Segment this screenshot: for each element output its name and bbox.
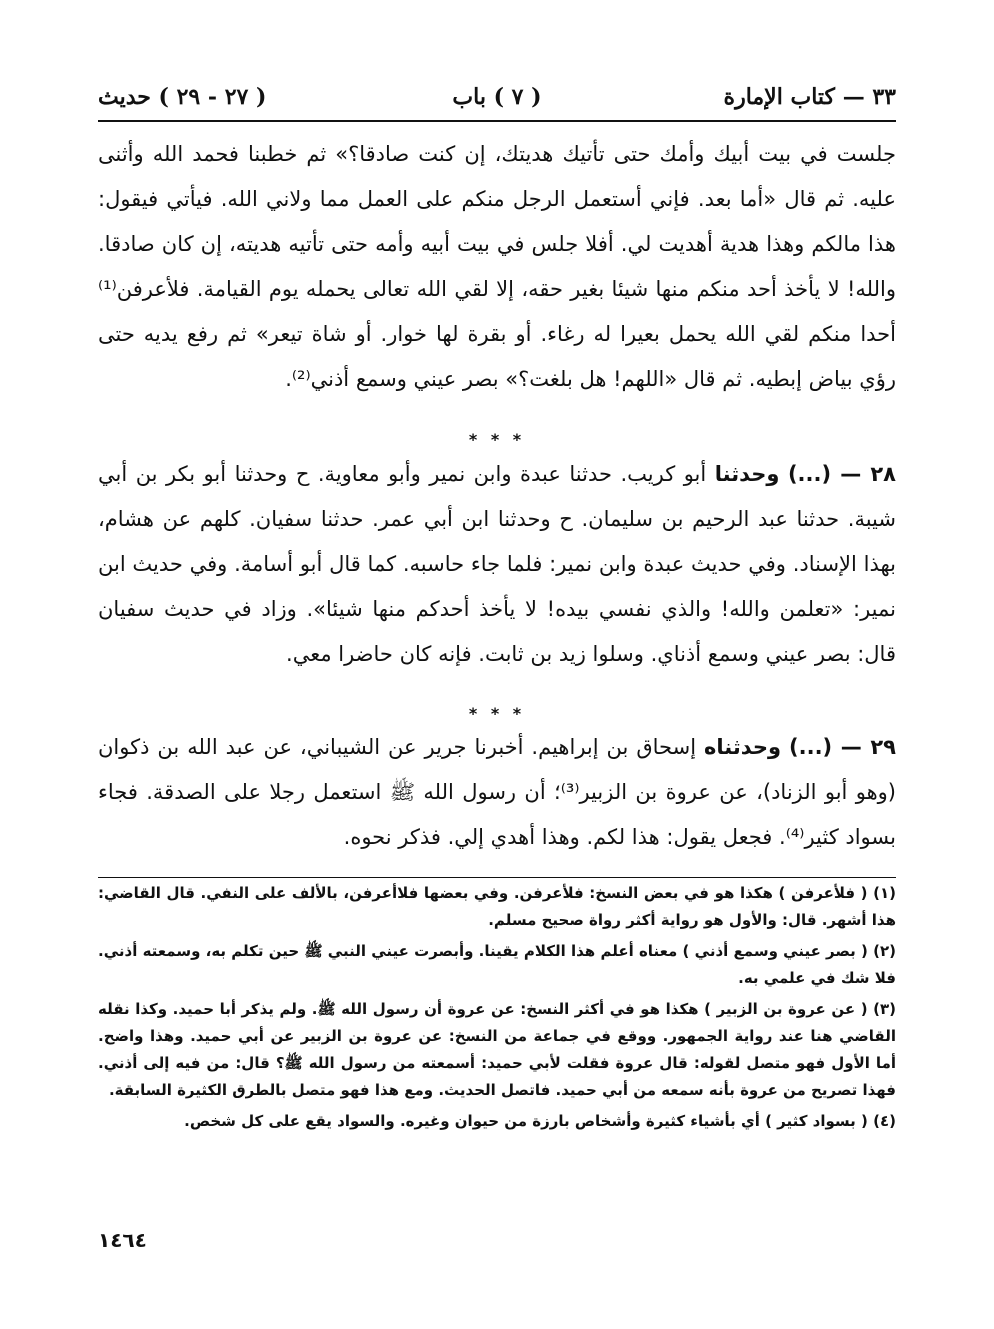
header-chapter: ( ٧ ) باب (452, 84, 542, 110)
hadith-number: ٢٩ — (...) (789, 735, 896, 759)
header-hadith-range: ( ٢٧ - ٢٩ ) حديث (98, 84, 267, 110)
footnote-divider (98, 877, 896, 878)
page-number: ١٤٦٤ (98, 1228, 147, 1252)
footnote-2: (٢) ( بصر عيني وسمع أذني ) معناه أعلم هذا الكلام يقينا. وأبصرت عيني النبي ﷺ حين تكلم به، وسمعته أذني. فلا شك في علمي به. (98, 942, 896, 987)
chain-keyword: وحدثناه (704, 735, 782, 759)
hadith-28 (98, 452, 896, 677)
footnote-1: (١) ( فلأعرفن ) هكذا هو في بعض النسخ: فلأعرفن. وفي بعضها فلاأعرفن، بالألف على النفي. قال القاضي: هذا أشهر. قال: والأول هو رواية أكثر رواة صحيح مسلم. (98, 884, 896, 929)
footnote-4: (٤) ( بسواد كثير ) أي بأشياء كثيرة وأشخاص بارزة من حيوان وغيره. والسواد يقع على كل شخص. (184, 1112, 896, 1130)
hadith-text: أبو كريب. حدثنا عبدة وابن نمير وأبو معاوية. ح وحدثنا أبو بكر بن أبي شيبة. حدثنا عبد الرحيم بن سليمان. ح وحدثنا ابن أبي عمر. حدثنا سفيان. كلهم عن هشام، بهذا الإسناد. وفي حديث عبدة وابن نمير: فلما جاء حاسبه. كما قال أبو أسامة. وفي حديث ابن نمير: «تعلمن والله! والذي نفسي بيده! لا يأخذ أحدكم منها شيئا». وزاد في حديث سفيان قال: بصر عيني وسمع أذناي. وسلوا زيد بن ثابت. فإنه كان حاضرا معي. (98, 462, 896, 666)
hadith-27-continuation: جلست في بيت أبيك وأمك حتى تأتيك هديتك، إن كنت صادقا؟» ثم خطبنا فحمد الله وأثنى عليه. ثم قال «أما بعد. فإني أستعمل الرجل منكم على العمل مما ولاني الله. فيأتي فيقول: هذا مالكم وهذا هدية أهديت لي. أفلا جلس في بيت أبيه وأمه حتى تأتيه هديته، إن كان صادقا. والله! لا يأخذ أحد منكم منها شيئا بغير حقه، إلا لقي الله تعالى يحمله يوم القيامة. فلأعرفن⁽¹⁾ أحدا منكم لقي الله يحمل بعيرا له رغاء. أو بقرة لها خوار. أو شاة تيعر» ثم رفع يديه حتى رؤي بياض إبطيه. ثم قال «اللهم! هل بلغت؟» بصر عيني وسمع أذني⁽²⁾. (98, 142, 896, 391)
section-separator: * * * (468, 430, 526, 449)
footnotes (98, 880, 896, 1139)
hadith-number: ٢٨ — (...) (787, 462, 896, 486)
hadith-29 (98, 725, 896, 860)
running-header (98, 78, 896, 118)
header-divider (98, 120, 896, 122)
footnote-3: (٣) ( عن عروة بن الزبير ) هكذا هو في أكثر النسخ: عن عروة أن رسول الله ﷺ. ولم يذكر أبا حميد. وكذا نقله القاضي هنا عند رواية الجمهور. ووقع في جماعة من النسخ: عن عروة بن الزبير عن أبي حميد. وهذا واضح. أما الأول فهو متصل لقوله: قال عروة فقلت لأبي حميد: أسمعته من رسول الله ﷺ؟ قال: من فيه إلى أذني. فهذا تصريح من عروة بأنه سمعه من أبي حميد. فاتصل الحديث. ومع هذا فهو متصل بالطرق الكثيرة السابقة. (98, 1000, 896, 1099)
continued-hadith-text (98, 132, 896, 402)
section-separator: * * * (468, 704, 526, 723)
hadith-text: إسحاق بن إبراهيم. أخبرنا جرير عن الشيباني، عن عبد الله بن ذكوان (وهو أبو الزناد)، عن عروة بن الزبير⁽³⁾؛ أن رسول الله ﷺ استعمل رجلا على الصدقة. فجاء بسواد كثير⁽⁴⁾. فجعل يقول: هذا لكم. وهذا أهدي إلي. فذكر نحوه. (98, 735, 897, 849)
header-book-title: ٣٣ — كتاب الإمارة (723, 84, 896, 110)
chain-keyword: وحدثنا (714, 462, 780, 486)
